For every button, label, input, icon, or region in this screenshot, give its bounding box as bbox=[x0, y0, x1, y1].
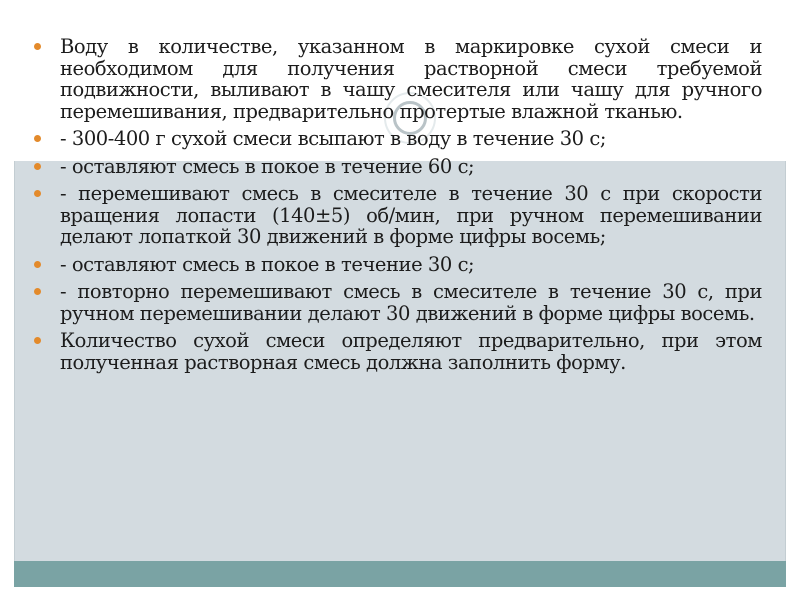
list-item bbox=[34, 330, 762, 373]
list-item-text: - перемешивают смесь в смесителе в течение 30 с при скорости вращения лопасти (140±5) об/мин, при ручном перемешивании делают лопаткой 30 движений в форме цифры восемь; bbox=[60, 182, 762, 248]
list-item bbox=[34, 281, 762, 324]
list-item bbox=[34, 128, 762, 150]
bullet-list bbox=[34, 36, 762, 379]
bullet-dot-icon bbox=[34, 337, 41, 344]
bullet-dot-icon bbox=[34, 163, 41, 170]
list-item-text: Воду в количестве, указанном в маркировке сухой смеси и необходимом для получения растворной смеси требуемой подвижности, выливают в чашу смесителя или чашу для ручного перемешивания, предварительно протертые влажной тканью. bbox=[60, 35, 762, 123]
footer-bar bbox=[14, 561, 786, 587]
bullet-dot-icon bbox=[34, 43, 41, 50]
bullet-dot-icon bbox=[34, 261, 41, 268]
bullet-dot-icon bbox=[34, 190, 41, 197]
bullet-dot-icon bbox=[34, 135, 41, 142]
list-item-text: Количество сухой смеси определяют предварительно, при этом полученная растворная смесь должна заполнить форму. bbox=[60, 329, 762, 374]
list-item-text: - оставляют смесь в покое в течение 60 с; bbox=[60, 154, 475, 178]
list-item bbox=[34, 254, 762, 276]
list-item-text: - оставляют смесь в покое в течение 30 с; bbox=[60, 252, 475, 276]
list-item bbox=[34, 156, 762, 178]
list-item-text: - 300-400 г сухой смеси всыпают в воду в течение 30 с; bbox=[60, 127, 606, 150]
list-item bbox=[34, 183, 762, 248]
list-item bbox=[34, 36, 762, 122]
bullet-dot-icon bbox=[34, 288, 41, 295]
list-item-text: - повторно перемешивают смесь в смесителе в течение 30 с, при ручном перемешивании делают 30 движений в форме цифры восемь. bbox=[60, 280, 762, 325]
